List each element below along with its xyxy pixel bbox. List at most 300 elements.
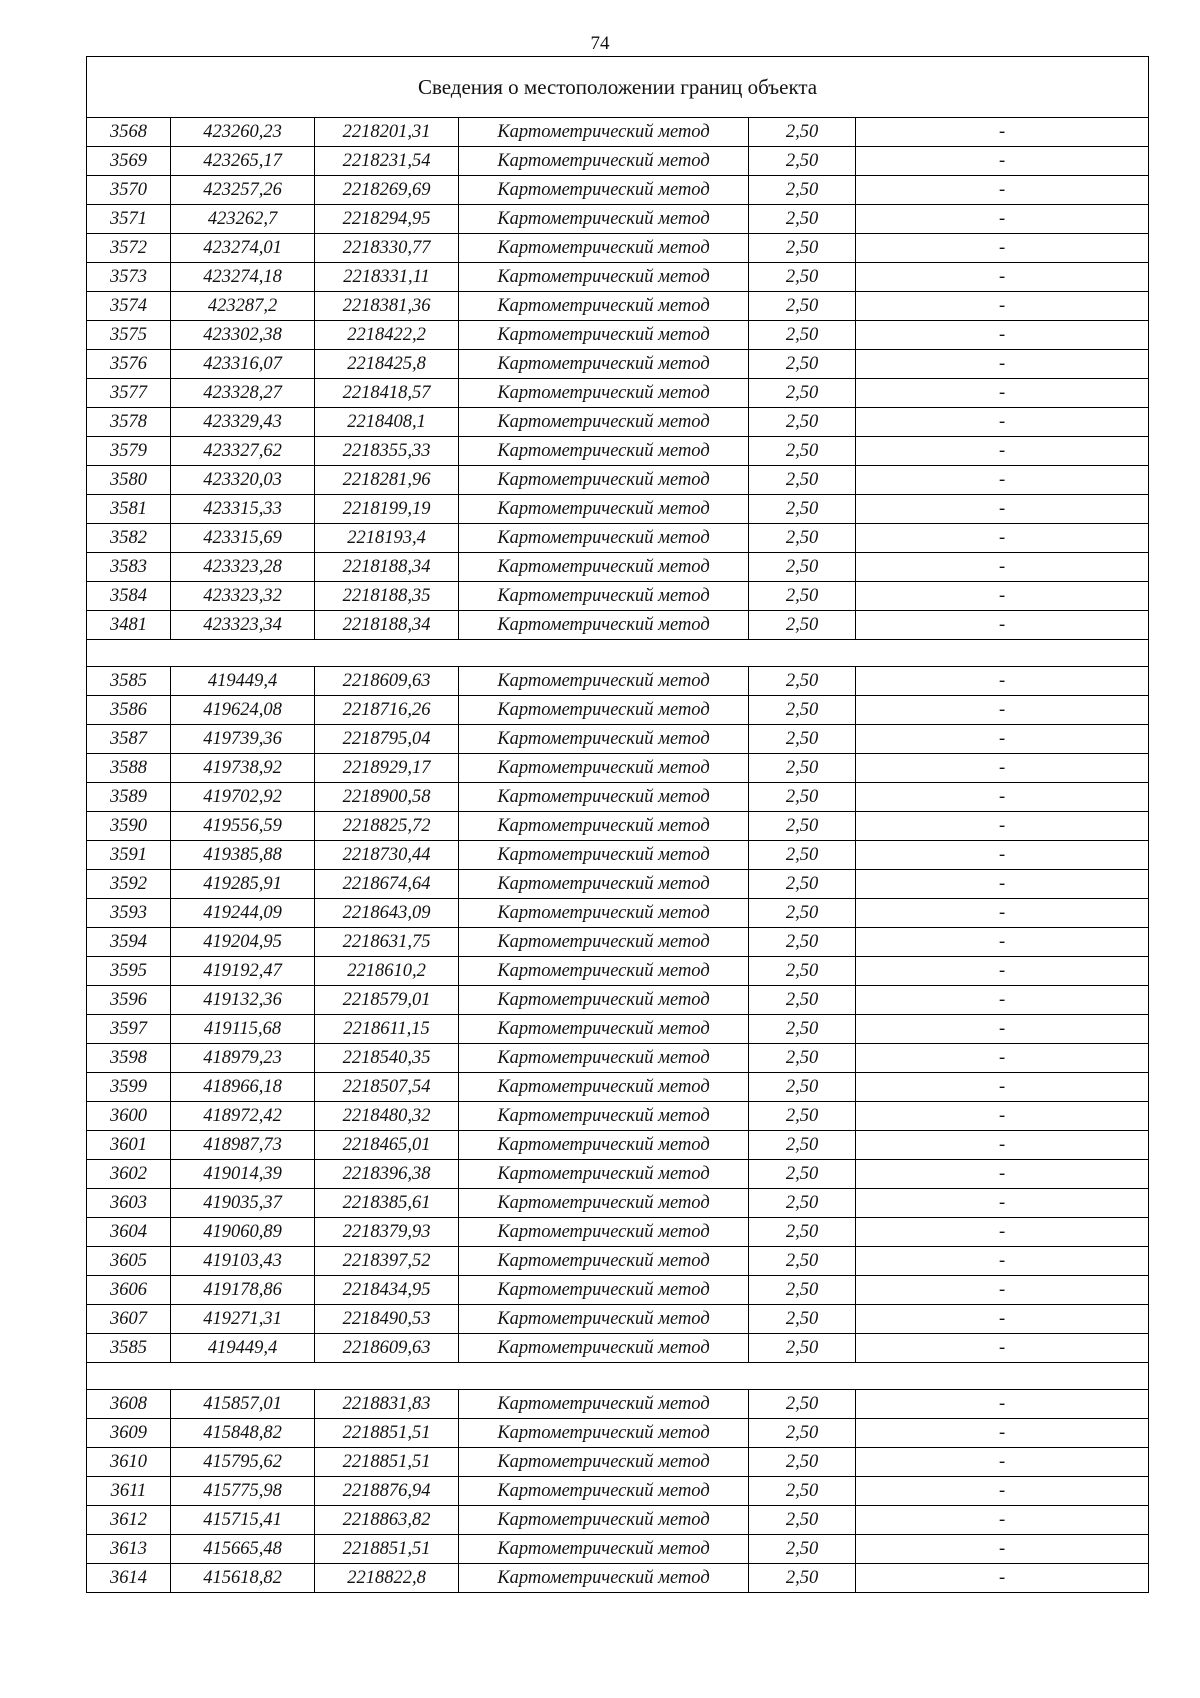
- method-cell: Картометрический метод: [459, 1189, 749, 1218]
- y-coordinate-cell: 2218507,54: [315, 1073, 459, 1102]
- point-number-cell: 3570: [87, 176, 171, 205]
- y-coordinate-cell: 2218851,51: [315, 1448, 459, 1477]
- x-coordinate-cell: 418966,18: [171, 1073, 315, 1102]
- table-row: [87, 1535, 1149, 1564]
- table-row: [87, 1390, 1149, 1419]
- y-coordinate-cell: 2218490,53: [315, 1305, 459, 1334]
- point-number-cell: 3601: [87, 1131, 171, 1160]
- x-coordinate-cell: 419132,36: [171, 986, 315, 1015]
- accuracy-cell: 2,50: [749, 205, 856, 234]
- table-row: [87, 1218, 1149, 1247]
- table-row: [87, 1073, 1149, 1102]
- x-coordinate-cell: 423328,27: [171, 379, 315, 408]
- y-coordinate-cell: 2218480,32: [315, 1102, 459, 1131]
- method-cell: Картометрический метод: [459, 205, 749, 234]
- point-number-cell: 3586: [87, 696, 171, 725]
- description-cell: -: [856, 870, 1149, 899]
- description-cell: -: [856, 147, 1149, 176]
- accuracy-cell: 2,50: [749, 1160, 856, 1189]
- description-cell: -: [856, 350, 1149, 379]
- description-cell: -: [856, 553, 1149, 582]
- y-coordinate-cell: 2218385,61: [315, 1189, 459, 1218]
- x-coordinate-cell: 423260,23: [171, 118, 315, 147]
- y-coordinate-cell: 2218611,15: [315, 1015, 459, 1044]
- description-cell: -: [856, 1448, 1149, 1477]
- method-cell: Картометрический метод: [459, 1448, 749, 1477]
- table-row: [87, 1189, 1149, 1218]
- y-coordinate-cell: 2218795,04: [315, 725, 459, 754]
- x-coordinate-cell: 415618,82: [171, 1564, 315, 1593]
- x-coordinate-cell: 419244,09: [171, 899, 315, 928]
- table-row: [87, 812, 1149, 841]
- accuracy-cell: 2,50: [749, 611, 856, 640]
- accuracy-cell: 2,50: [749, 495, 856, 524]
- table-row: [87, 263, 1149, 292]
- description-cell: -: [856, 524, 1149, 553]
- table-row: [87, 1305, 1149, 1334]
- method-cell: Картометрический метод: [459, 1419, 749, 1448]
- method-cell: Картометрический метод: [459, 1334, 749, 1363]
- y-coordinate-cell: 2218425,8: [315, 350, 459, 379]
- method-cell: Картометрический метод: [459, 870, 749, 899]
- point-number-cell: 3614: [87, 1564, 171, 1593]
- x-coordinate-cell: 423315,33: [171, 495, 315, 524]
- point-number-cell: 3595: [87, 957, 171, 986]
- y-coordinate-cell: 2218674,64: [315, 870, 459, 899]
- y-coordinate-cell: 2218465,01: [315, 1131, 459, 1160]
- method-cell: Картометрический метод: [459, 1305, 749, 1334]
- point-number-cell: 3587: [87, 725, 171, 754]
- method-cell: Картометрический метод: [459, 1044, 749, 1073]
- y-coordinate-cell: 2218188,35: [315, 582, 459, 611]
- accuracy-cell: 2,50: [749, 1334, 856, 1363]
- y-coordinate-cell: 2218269,69: [315, 176, 459, 205]
- method-cell: Картометрический метод: [459, 899, 749, 928]
- table-body: [87, 57, 1149, 1593]
- x-coordinate-cell: 423257,26: [171, 176, 315, 205]
- y-coordinate-cell: 2218730,44: [315, 841, 459, 870]
- table-row: [87, 1160, 1149, 1189]
- accuracy-cell: 2,50: [749, 1218, 856, 1247]
- y-coordinate-cell: 2218831,83: [315, 1390, 459, 1419]
- point-number-cell: 3574: [87, 292, 171, 321]
- method-cell: Картометрический метод: [459, 812, 749, 841]
- x-coordinate-cell: 415857,01: [171, 1390, 315, 1419]
- point-number-cell: 3580: [87, 466, 171, 495]
- description-cell: -: [856, 408, 1149, 437]
- point-number-cell: 3592: [87, 870, 171, 899]
- point-number-cell: 3583: [87, 553, 171, 582]
- point-number-cell: 3599: [87, 1073, 171, 1102]
- y-coordinate-cell: 2218188,34: [315, 553, 459, 582]
- description-cell: -: [856, 1247, 1149, 1276]
- accuracy-cell: 2,50: [749, 437, 856, 466]
- table-row: [87, 495, 1149, 524]
- description-cell: -: [856, 1564, 1149, 1593]
- point-number-cell: 3575: [87, 321, 171, 350]
- title-row: [87, 57, 1149, 118]
- method-cell: Картометрический метод: [459, 1247, 749, 1276]
- y-coordinate-cell: 2218355,33: [315, 437, 459, 466]
- description-cell: -: [856, 725, 1149, 754]
- accuracy-cell: 2,50: [749, 408, 856, 437]
- description-cell: -: [856, 1477, 1149, 1506]
- method-cell: Картометрический метод: [459, 408, 749, 437]
- x-coordinate-cell: 419103,43: [171, 1247, 315, 1276]
- accuracy-cell: 2,50: [749, 292, 856, 321]
- table-row: [87, 667, 1149, 696]
- point-number-cell: 3590: [87, 812, 171, 841]
- table-row: [87, 524, 1149, 553]
- description-cell: -: [856, 205, 1149, 234]
- method-cell: Картометрический метод: [459, 1390, 749, 1419]
- y-coordinate-cell: 2218201,31: [315, 118, 459, 147]
- y-coordinate-cell: 2218408,1: [315, 408, 459, 437]
- accuracy-cell: 2,50: [749, 176, 856, 205]
- point-number-cell: 3577: [87, 379, 171, 408]
- point-number-cell: 3602: [87, 1160, 171, 1189]
- accuracy-cell: 2,50: [749, 754, 856, 783]
- point-number-cell: 3593: [87, 899, 171, 928]
- table-row: [87, 957, 1149, 986]
- point-number-cell: 3579: [87, 437, 171, 466]
- y-coordinate-cell: 2218331,11: [315, 263, 459, 292]
- point-number-cell: 3610: [87, 1448, 171, 1477]
- accuracy-cell: 2,50: [749, 1506, 856, 1535]
- table-row: [87, 1564, 1149, 1593]
- table-row: [87, 205, 1149, 234]
- method-cell: Картометрический метод: [459, 582, 749, 611]
- point-number-cell: 3596: [87, 986, 171, 1015]
- table-row: [87, 1044, 1149, 1073]
- y-coordinate-cell: 2218379,93: [315, 1218, 459, 1247]
- description-cell: -: [856, 437, 1149, 466]
- description-cell: -: [856, 1102, 1149, 1131]
- x-coordinate-cell: 415795,62: [171, 1448, 315, 1477]
- table-row: [87, 986, 1149, 1015]
- accuracy-cell: 2,50: [749, 1448, 856, 1477]
- accuracy-cell: 2,50: [749, 1305, 856, 1334]
- method-cell: Картометрический метод: [459, 292, 749, 321]
- point-number-cell: 3600: [87, 1102, 171, 1131]
- description-cell: -: [856, 495, 1149, 524]
- accuracy-cell: 2,50: [749, 234, 856, 263]
- point-number-cell: 3581: [87, 495, 171, 524]
- point-number-cell: 3585: [87, 1334, 171, 1363]
- y-coordinate-cell: 2218193,4: [315, 524, 459, 553]
- point-number-cell: 3576: [87, 350, 171, 379]
- point-number-cell: 3589: [87, 783, 171, 812]
- description-cell: -: [856, 379, 1149, 408]
- table-row: [87, 725, 1149, 754]
- method-cell: Картометрический метод: [459, 696, 749, 725]
- x-coordinate-cell: 419385,88: [171, 841, 315, 870]
- x-coordinate-cell: 419285,91: [171, 870, 315, 899]
- point-number-cell: 3609: [87, 1419, 171, 1448]
- description-cell: -: [856, 263, 1149, 292]
- table-row: [87, 553, 1149, 582]
- y-coordinate-cell: 2218610,2: [315, 957, 459, 986]
- description-cell: -: [856, 957, 1149, 986]
- point-number-cell: 3598: [87, 1044, 171, 1073]
- description-cell: -: [856, 118, 1149, 147]
- method-cell: Картометрический метод: [459, 1506, 749, 1535]
- accuracy-cell: 2,50: [749, 582, 856, 611]
- accuracy-cell: 2,50: [749, 957, 856, 986]
- description-cell: -: [856, 176, 1149, 205]
- y-coordinate-cell: 2218822,8: [315, 1564, 459, 1593]
- description-cell: -: [856, 582, 1149, 611]
- method-cell: Картометрический метод: [459, 667, 749, 696]
- method-cell: Картометрический метод: [459, 928, 749, 957]
- table-row: [87, 1131, 1149, 1160]
- table-row: [87, 841, 1149, 870]
- x-coordinate-cell: 423323,32: [171, 582, 315, 611]
- table-row: [87, 783, 1149, 812]
- method-cell: Картометрический метод: [459, 725, 749, 754]
- accuracy-cell: 2,50: [749, 1535, 856, 1564]
- x-coordinate-cell: 423327,62: [171, 437, 315, 466]
- table-row: [87, 321, 1149, 350]
- point-number-cell: 3585: [87, 667, 171, 696]
- table-title: Сведения о местоположении границ объекта: [87, 57, 1149, 118]
- description-cell: -: [856, 1390, 1149, 1419]
- x-coordinate-cell: 423320,03: [171, 466, 315, 495]
- x-coordinate-cell: 423323,28: [171, 553, 315, 582]
- accuracy-cell: 2,50: [749, 1390, 856, 1419]
- accuracy-cell: 2,50: [749, 783, 856, 812]
- accuracy-cell: 2,50: [749, 1477, 856, 1506]
- method-cell: Картометрический метод: [459, 1131, 749, 1160]
- y-coordinate-cell: 2218609,63: [315, 1334, 459, 1363]
- x-coordinate-cell: 415665,48: [171, 1535, 315, 1564]
- y-coordinate-cell: 2218188,34: [315, 611, 459, 640]
- x-coordinate-cell: 423329,43: [171, 408, 315, 437]
- description-cell: -: [856, 611, 1149, 640]
- accuracy-cell: 2,50: [749, 841, 856, 870]
- x-coordinate-cell: 423262,7: [171, 205, 315, 234]
- x-coordinate-cell: 415775,98: [171, 1477, 315, 1506]
- method-cell: Картометрический метод: [459, 524, 749, 553]
- x-coordinate-cell: 415715,41: [171, 1506, 315, 1535]
- description-cell: -: [856, 812, 1149, 841]
- table-row: [87, 1015, 1149, 1044]
- method-cell: Картометрический метод: [459, 176, 749, 205]
- y-coordinate-cell: 2218231,54: [315, 147, 459, 176]
- point-number-cell: 3597: [87, 1015, 171, 1044]
- y-coordinate-cell: 2218434,95: [315, 1276, 459, 1305]
- accuracy-cell: 2,50: [749, 263, 856, 292]
- description-cell: -: [856, 321, 1149, 350]
- accuracy-cell: 2,50: [749, 899, 856, 928]
- accuracy-cell: 2,50: [749, 1102, 856, 1131]
- y-coordinate-cell: 2218294,95: [315, 205, 459, 234]
- table-row: [87, 350, 1149, 379]
- boundary-coordinates-table: [86, 56, 1149, 1593]
- table-row: [87, 582, 1149, 611]
- method-cell: Картометрический метод: [459, 1218, 749, 1247]
- point-number-cell: 3603: [87, 1189, 171, 1218]
- point-number-cell: 3606: [87, 1276, 171, 1305]
- description-cell: -: [856, 1419, 1149, 1448]
- x-coordinate-cell: 419556,59: [171, 812, 315, 841]
- x-coordinate-cell: 423265,17: [171, 147, 315, 176]
- y-coordinate-cell: 2218540,35: [315, 1044, 459, 1073]
- method-cell: Картометрический метод: [459, 611, 749, 640]
- method-cell: Картометрический метод: [459, 466, 749, 495]
- table-row: [87, 1419, 1149, 1448]
- accuracy-cell: 2,50: [749, 667, 856, 696]
- y-coordinate-cell: 2218330,77: [315, 234, 459, 263]
- contour-separator-cell: [87, 1363, 1149, 1390]
- method-cell: Картометрический метод: [459, 437, 749, 466]
- accuracy-cell: 2,50: [749, 1044, 856, 1073]
- description-cell: -: [856, 1160, 1149, 1189]
- y-coordinate-cell: 2218281,96: [315, 466, 459, 495]
- point-number-cell: 3584: [87, 582, 171, 611]
- method-cell: Картометрический метод: [459, 1102, 749, 1131]
- description-cell: -: [856, 899, 1149, 928]
- table-row: [87, 928, 1149, 957]
- point-number-cell: 3591: [87, 841, 171, 870]
- description-cell: -: [856, 986, 1149, 1015]
- method-cell: Картометрический метод: [459, 234, 749, 263]
- x-coordinate-cell: 419178,86: [171, 1276, 315, 1305]
- point-number-cell: 3571: [87, 205, 171, 234]
- method-cell: Картометрический метод: [459, 783, 749, 812]
- table-row: [87, 466, 1149, 495]
- y-coordinate-cell: 2218579,01: [315, 986, 459, 1015]
- x-coordinate-cell: 419449,4: [171, 1334, 315, 1363]
- accuracy-cell: 2,50: [749, 524, 856, 553]
- x-coordinate-cell: 419035,37: [171, 1189, 315, 1218]
- description-cell: -: [856, 1044, 1149, 1073]
- x-coordinate-cell: 419204,95: [171, 928, 315, 957]
- description-cell: -: [856, 292, 1149, 321]
- point-number-cell: 3481: [87, 611, 171, 640]
- description-cell: -: [856, 928, 1149, 957]
- description-cell: -: [856, 1131, 1149, 1160]
- boundary-table-container: [86, 56, 1148, 1593]
- x-coordinate-cell: 419449,4: [171, 667, 315, 696]
- y-coordinate-cell: 2218851,51: [315, 1419, 459, 1448]
- accuracy-cell: 2,50: [749, 696, 856, 725]
- contour-separator-row: [87, 1363, 1149, 1390]
- method-cell: Картометрический метод: [459, 1564, 749, 1593]
- description-cell: -: [856, 234, 1149, 263]
- accuracy-cell: 2,50: [749, 147, 856, 176]
- y-coordinate-cell: 2218396,38: [315, 1160, 459, 1189]
- x-coordinate-cell: 419702,92: [171, 783, 315, 812]
- description-cell: -: [856, 1218, 1149, 1247]
- description-cell: -: [856, 783, 1149, 812]
- x-coordinate-cell: 419739,36: [171, 725, 315, 754]
- accuracy-cell: 2,50: [749, 928, 856, 957]
- table-row: [87, 147, 1149, 176]
- method-cell: Картометрический метод: [459, 553, 749, 582]
- y-coordinate-cell: 2218381,36: [315, 292, 459, 321]
- contour-separator-row: [87, 640, 1149, 667]
- point-number-cell: 3612: [87, 1506, 171, 1535]
- accuracy-cell: 2,50: [749, 1564, 856, 1593]
- method-cell: Картометрический метод: [459, 957, 749, 986]
- table-row: [87, 292, 1149, 321]
- x-coordinate-cell: 419115,68: [171, 1015, 315, 1044]
- table-row: [87, 696, 1149, 725]
- method-cell: Картометрический метод: [459, 379, 749, 408]
- accuracy-cell: 2,50: [749, 1419, 856, 1448]
- method-cell: Картометрический метод: [459, 1160, 749, 1189]
- x-coordinate-cell: 418979,23: [171, 1044, 315, 1073]
- accuracy-cell: 2,50: [749, 118, 856, 147]
- y-coordinate-cell: 2218199,19: [315, 495, 459, 524]
- point-number-cell: 3605: [87, 1247, 171, 1276]
- x-coordinate-cell: 423323,34: [171, 611, 315, 640]
- point-number-cell: 3613: [87, 1535, 171, 1564]
- point-number-cell: 3607: [87, 1305, 171, 1334]
- method-cell: Картометрический метод: [459, 1535, 749, 1564]
- y-coordinate-cell: 2218422,2: [315, 321, 459, 350]
- accuracy-cell: 2,50: [749, 1073, 856, 1102]
- x-coordinate-cell: 415848,82: [171, 1419, 315, 1448]
- point-number-cell: 3569: [87, 147, 171, 176]
- method-cell: Картометрический метод: [459, 321, 749, 350]
- method-cell: Картометрический метод: [459, 263, 749, 292]
- y-coordinate-cell: 2218825,72: [315, 812, 459, 841]
- accuracy-cell: 2,50: [749, 379, 856, 408]
- method-cell: Картометрический метод: [459, 986, 749, 1015]
- accuracy-cell: 2,50: [749, 1015, 856, 1044]
- x-coordinate-cell: 423315,69: [171, 524, 315, 553]
- table-row: [87, 1448, 1149, 1477]
- method-cell: Картометрический метод: [459, 841, 749, 870]
- accuracy-cell: 2,50: [749, 553, 856, 582]
- x-coordinate-cell: 419271,31: [171, 1305, 315, 1334]
- description-cell: -: [856, 1073, 1149, 1102]
- table-row: [87, 611, 1149, 640]
- table-row: [87, 176, 1149, 205]
- table-row: [87, 1276, 1149, 1305]
- description-cell: -: [856, 667, 1149, 696]
- y-coordinate-cell: 2218929,17: [315, 754, 459, 783]
- point-number-cell: 3582: [87, 524, 171, 553]
- description-cell: -: [856, 696, 1149, 725]
- table-row: [87, 437, 1149, 466]
- table-row: [87, 1506, 1149, 1535]
- description-cell: -: [856, 1276, 1149, 1305]
- point-number-cell: 3568: [87, 118, 171, 147]
- table-row: [87, 118, 1149, 147]
- accuracy-cell: 2,50: [749, 1247, 856, 1276]
- contour-separator-cell: [87, 640, 1149, 667]
- point-number-cell: 3588: [87, 754, 171, 783]
- table-row: [87, 408, 1149, 437]
- accuracy-cell: 2,50: [749, 812, 856, 841]
- x-coordinate-cell: 419192,47: [171, 957, 315, 986]
- description-cell: -: [856, 1506, 1149, 1535]
- table-row: [87, 1102, 1149, 1131]
- x-coordinate-cell: 423302,38: [171, 321, 315, 350]
- method-cell: Картометрический метод: [459, 1015, 749, 1044]
- table-row: [87, 1334, 1149, 1363]
- y-coordinate-cell: 2218863,82: [315, 1506, 459, 1535]
- y-coordinate-cell: 2218418,57: [315, 379, 459, 408]
- x-coordinate-cell: 423274,01: [171, 234, 315, 263]
- description-cell: -: [856, 1015, 1149, 1044]
- x-coordinate-cell: 419014,39: [171, 1160, 315, 1189]
- page-number: 74: [590, 33, 610, 54]
- description-cell: -: [856, 466, 1149, 495]
